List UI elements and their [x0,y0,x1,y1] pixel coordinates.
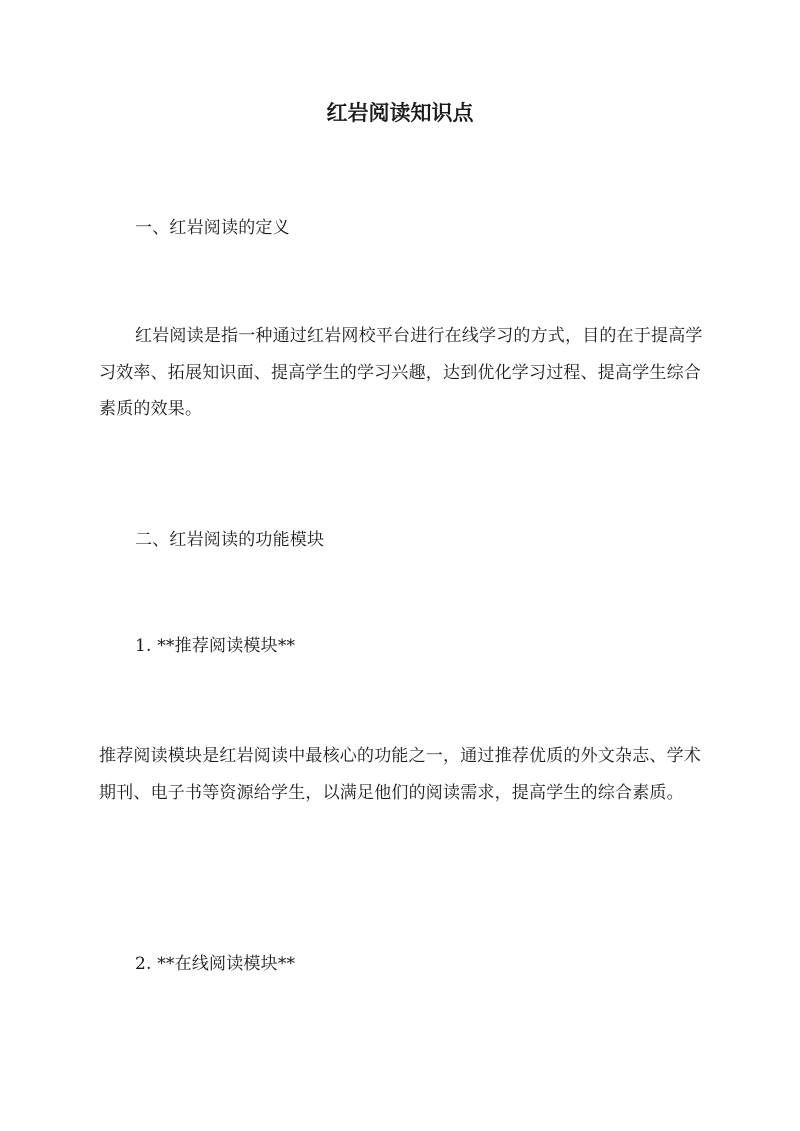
section-heading-definition: 一、红岩阅读的定义 [135,218,290,238]
item-heading-recommended-reading: 1. **推荐阅读模块** [135,636,296,656]
item-heading-online-reading: 2. **在线阅读模块** [135,954,296,974]
paragraph-recommended-reading: 推荐阅读模块是红岩阅读中最核心的功能之一，通过推荐优质的外文杂志、学术期刊、电子书等资源给学生，以满足他们的阅读需求，提高学生的综合素质。 [99,746,701,803]
section-heading-modules: 二、红岩阅读的功能模块 [135,530,325,550]
document-title: 红岩阅读知识点 [326,100,474,125]
paragraph-definition: 红岩阅读是指一种通过红岩网校平台进行在线学习的方式，目的在于提高学习效率、拓展知识面、提高学生的学习兴趣，达到优化学习过程、提高学生综合素质的效果。 [99,326,703,419]
